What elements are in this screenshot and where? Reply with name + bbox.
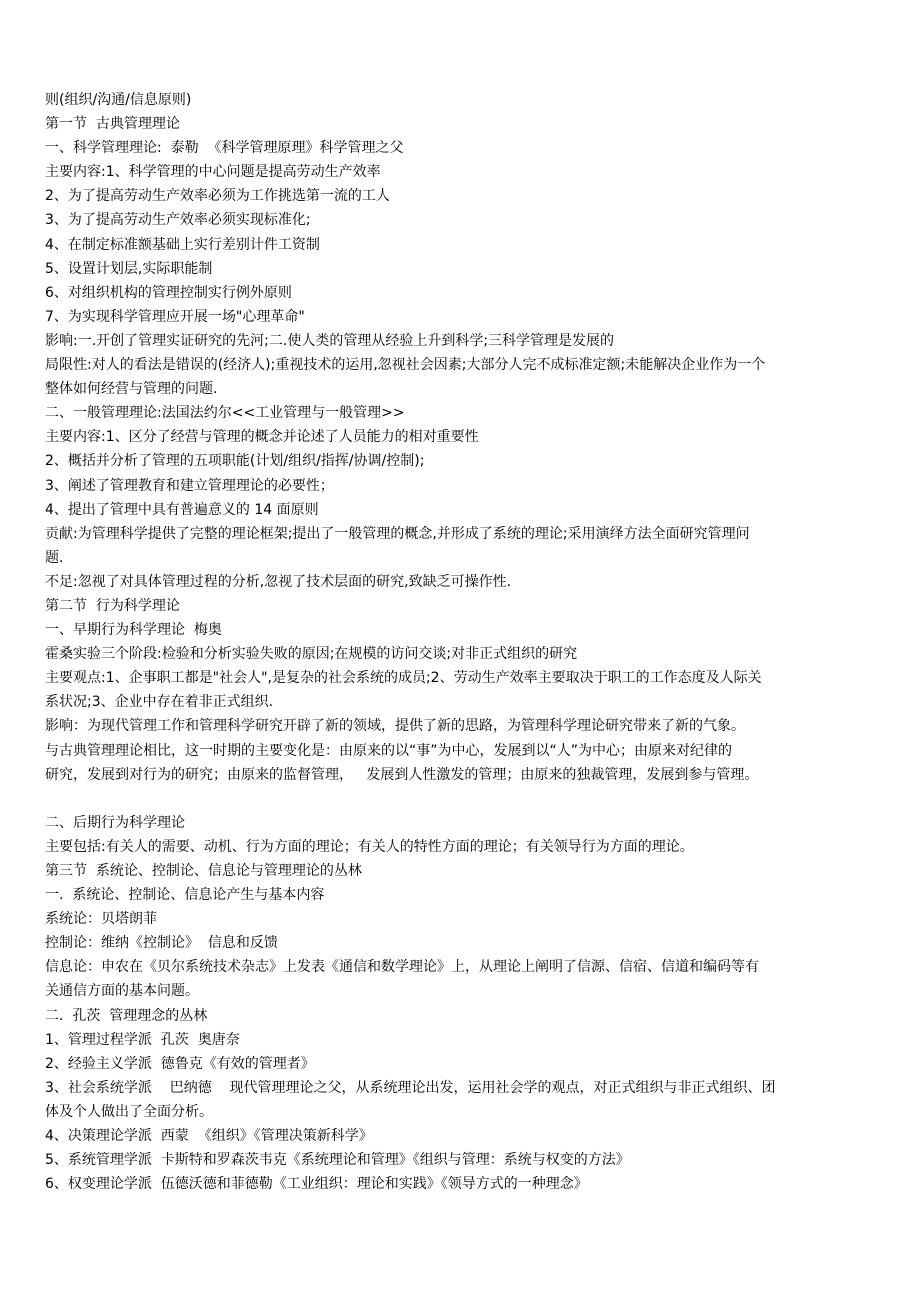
text-line: 4、提出了管理中具有普遍意义的 14 面原则 — [45, 501, 319, 518]
text-line: 贡献:为管理科学提供了完整的理论框架;提出了一般管理的概念,并形成了系统的理论;采用演绎方法全面研究管理问 — [45, 525, 750, 542]
section-heading: 第二节 行为科学理论 — [45, 597, 180, 614]
subsection-heading: 二. 孔茨 管理理念的丛林 — [45, 1007, 208, 1024]
text-line: 主要包括:有关人的需要、动机、行为方面的理论；有关人的特性方面的理论；有关领导行为方面的理论。 — [45, 838, 694, 855]
document-page — [45, 88, 880, 1196]
text-line: 2、概括并分析了管理的五项职能(计划/组织/指挥/协调/控制); — [45, 453, 425, 470]
text-line: 控制论：维纳《控制论》 信息和反馈 — [45, 935, 278, 952]
text-line: 1、管理过程学派 孔茨 奥唐奈 — [45, 1031, 240, 1048]
text-line: 不足:忽视了对具体管理过程的分析,忽视了技术层面的研究,致缺乏可操作性. — [45, 573, 512, 590]
text-line: 3、阐述了管理教育和建立管理理论的必要性； — [45, 477, 334, 494]
subsection-heading: 一. 系统论、控制论、信息论产生与基本内容 — [45, 887, 325, 904]
text-line: 2、为了提高劳动生产效率必须为工作挑选第一流的工人 — [45, 188, 390, 205]
text-line: 系统论：贝塔朗菲 — [45, 911, 157, 928]
text-line: 关通信方面的基本问题。 — [45, 983, 199, 1000]
text-line: 3、为了提高劳动生产效率必须实现标准化; — [45, 212, 311, 229]
text-line: 影响：为现代管理工作和管理科学研究开辟了新的领域，提供了新的思路，为管理科学理论研究带来了新的气象。 — [45, 718, 745, 735]
text-line: 2、经验主义学派 德鲁克《有效的管理者》 — [45, 1055, 315, 1072]
text-line: 影响:一.开创了管理实证研究的先河;二.使人类的管理从经验上升到科学;三科学管理是发展的 — [45, 332, 615, 349]
text-line: 6、对组织机构的管理控制实行例外原则 — [45, 284, 292, 301]
subsection-heading: 一、科学管理理论: 泰勒 《科学管理原理》科学管理之父 — [45, 140, 404, 157]
subsection-heading: 一、早期行为科学理论 梅奥 — [45, 622, 222, 639]
subsection-heading: 二、后期行为科学理论 — [45, 814, 185, 831]
text-line: 信息论：申农在《贝尔系统技术杂志》上发表《通信和数学理论》上，从理论上阐明了信源、信宿、信道和编码等有 — [45, 959, 759, 976]
text-line: 体及个人做出了全面分析。 — [45, 1103, 213, 1120]
text-line: 霍桑实验三个阶段:检验和分析实验失败的原因;在规模的访问交谈;对非正式组织的研究 — [45, 646, 578, 663]
text-line: 4、在制定标准额基础上实行差别计件工资制 — [45, 236, 320, 253]
text-line: 6、权变理论学派 伍德沃德和菲德勒《工业组织：理论和实践》《领导方式的一种理念》 — [45, 1176, 588, 1193]
text-line: 则(组织/沟通/信息原则) — [45, 92, 192, 108]
text-line: 系状况;3、企业中存在着非正式组织. — [45, 694, 274, 711]
text-line: 主要内容:1、科学管理的中心问题是提高劳动生产效率 — [45, 164, 381, 181]
text-line: 与古典管理理论相比，这一时期的主要变化是：由原来的以“事”为中心，发展到以“人”为中心；由原来对纪律的 — [45, 742, 733, 759]
blank-line — [45, 787, 880, 811]
text-line: 5、系统管理学派 卡斯特和罗森茨韦克《系统理论和管理》《组织与管理：系统与权变的方法》 — [45, 1152, 630, 1169]
text-line: 7、为实现科学管理应开展一场"心理革命" — [45, 308, 305, 325]
text-line: 题. — [45, 549, 64, 566]
subsection-heading: 二、一般管理理论:法国法约尔<<工业管理与一般管理>> — [45, 405, 405, 422]
text-line: 整体如何经营与管理的问题. — [45, 381, 218, 398]
text-line: 主要观点:1、企事职工都是"社会人",是复杂的社会系统的成员;2、劳动生产效率主要取决于职工的工作态度及人际关 — [45, 670, 762, 687]
section-heading: 第一节 古典管理理论 — [45, 116, 180, 133]
text-line: 4、决策理论学派 西蒙 《组织》《管理决策新科学》 — [45, 1128, 373, 1145]
text-line: 主要内容:1、区分了经营与管理的概念并论述了人员能力的相对重要性 — [45, 429, 479, 446]
text-line: 5、设置计划层,实际职能制 — [45, 260, 213, 277]
text-line: 3、社会系统学派 巴纳德 现代管理理论之父，从系统理论出发，运用社会学的观点，对正式组织与非正式组织、团 — [45, 1079, 776, 1096]
text-line: 研究，发展到对行为的研究；由原来的监督管理， 发展到人性激发的管理；由原来的独裁管理，发展到参与管理。 — [45, 766, 759, 783]
text-line: 局限性:对人的看法是错误的(经济人);重视技术的运用,忽视社会因素;大部分人完不成标准定额;未能解决企业作为一个 — [45, 357, 766, 374]
section-heading: 第三节 系统论、控制论、信息论与管理理论的丛林 — [45, 863, 362, 879]
